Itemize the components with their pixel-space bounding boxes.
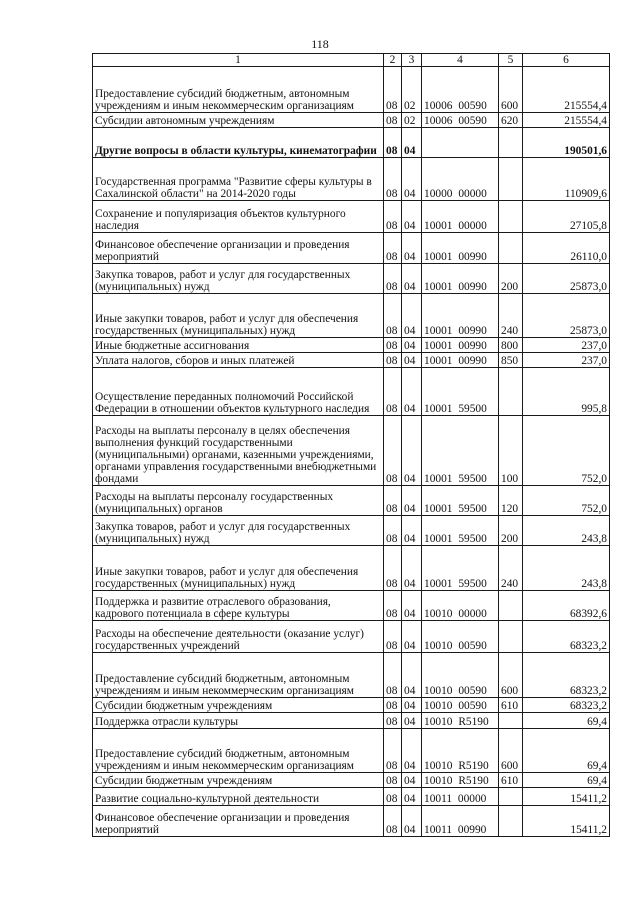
subsection-code-cell: 04 — [402, 233, 422, 264]
expense-type-cell — [499, 591, 523, 621]
expense-type-cell — [499, 713, 523, 729]
subsection-code-cell: 04 — [402, 653, 422, 698]
section-code-cell: 08 — [384, 773, 402, 788]
header-cell-2: 2 — [384, 54, 402, 67]
section-code-cell: 08 — [384, 546, 402, 591]
row-name-cell: Предоставление субсидий бюджетным, автономным учреждениям и иным некоммерческим организациям — [93, 67, 384, 113]
section-code-cell: 08 — [384, 653, 402, 698]
subsection-code-cell: 04 — [402, 338, 422, 353]
row-name-cell: Субсидии бюджетным учреждениям — [93, 773, 384, 788]
amount-cell: 995,8 — [523, 368, 610, 416]
section-code-cell: 08 — [384, 353, 402, 368]
expense-type-cell: 100 — [499, 416, 523, 486]
section-code-cell: 08 — [384, 806, 402, 837]
subsection-code-cell: 04 — [402, 773, 422, 788]
target-article-cell: 10001 59500 — [422, 516, 499, 546]
amount-cell: 68323,2 — [523, 621, 610, 653]
target-article-cell: 10010 R5190 — [422, 729, 499, 773]
table-row — [93, 788, 610, 806]
row-name-cell: Расходы на обеспечение деятельности (оказание услуг) государственных учреждений — [93, 621, 384, 653]
table-row — [93, 621, 610, 653]
target-article-cell: 10001 00990 — [422, 353, 499, 368]
amount-cell: 68323,2 — [523, 698, 610, 713]
row-name-cell: Осуществление переданных полномочий Российской Федерации в отношении объектов культурного наследия — [93, 368, 384, 416]
table-row — [93, 158, 610, 201]
table-row — [93, 516, 610, 546]
row-name-cell: Сохранение и популяризация объектов культурного наследия — [93, 201, 384, 233]
target-article-cell: 10006 00590 — [422, 113, 499, 128]
header-cell-3: 3 — [402, 54, 422, 67]
row-name-cell: Предоставление субсидий бюджетным, автономным учреждениям и иным некоммерческим организациям — [93, 653, 384, 698]
target-article-cell: 10001 00000 — [422, 201, 499, 233]
target-article-cell: 10006 00590 — [422, 67, 499, 113]
amount-cell: 243,8 — [523, 516, 610, 546]
amount-cell: 26110,0 — [523, 233, 610, 264]
row-name-cell: Закупка товаров, работ и услуг для государственных (муниципальных) нужд — [93, 516, 384, 546]
section-code-cell: 08 — [384, 67, 402, 113]
section-code-cell: 08 — [384, 729, 402, 773]
expense-type-cell: 600 — [499, 653, 523, 698]
section-code-cell: 08 — [384, 788, 402, 806]
amount-cell: 69,4 — [523, 713, 610, 729]
amount-cell: 237,0 — [523, 338, 610, 353]
target-article-cell: 10010 R5190 — [422, 773, 499, 788]
table-row — [93, 486, 610, 516]
amount-cell: 25873,0 — [523, 294, 610, 338]
subsection-code-cell: 04 — [402, 516, 422, 546]
header-cell-4: 4 — [422, 54, 499, 67]
target-article-cell: 10001 59500 — [422, 416, 499, 486]
section-code-cell: 08 — [384, 713, 402, 729]
subsection-code-cell: 04 — [402, 806, 422, 837]
subsection-code-cell: 04 — [402, 698, 422, 713]
subsection-code-cell: 04 — [402, 621, 422, 653]
amount-cell: 237,0 — [523, 353, 610, 368]
row-name-cell: Иные бюджетные ассигнования — [93, 338, 384, 353]
target-article-cell: 10001 00990 — [422, 264, 499, 294]
budget-table-body — [93, 54, 610, 837]
expense-type-cell — [499, 788, 523, 806]
expense-type-cell: 610 — [499, 773, 523, 788]
section-code-cell: 08 — [384, 591, 402, 621]
row-name-cell: Государственная программа "Развитие сферы культуры в Сахалинской области" на 2014-2020 годы — [93, 158, 384, 201]
table-row — [93, 368, 610, 416]
target-article-cell: 10010 00590 — [422, 621, 499, 653]
table-row — [93, 233, 610, 264]
expense-type-cell: 240 — [499, 294, 523, 338]
amount-cell: 69,4 — [523, 773, 610, 788]
subsection-code-cell: 04 — [402, 713, 422, 729]
row-name-cell: Поддержка и развитие отраслевого образования, кадрового потенциала в сфере культуры — [93, 591, 384, 621]
amount-cell: 68323,2 — [523, 653, 610, 698]
section-code-cell: 08 — [384, 698, 402, 713]
expense-type-cell — [499, 806, 523, 837]
table-row — [93, 264, 610, 294]
page-number: 118 — [311, 37, 329, 51]
section-code-cell: 08 — [384, 294, 402, 338]
expense-type-cell — [499, 621, 523, 653]
row-name-cell: Уплата налогов, сборов и иных платежей — [93, 353, 384, 368]
expense-type-cell: 800 — [499, 338, 523, 353]
table-row — [93, 294, 610, 338]
amount-cell: 15411,2 — [523, 806, 610, 837]
row-name-cell: Расходы на выплаты персоналу государственных (муниципальных) органов — [93, 486, 384, 516]
amount-cell: 69,4 — [523, 729, 610, 773]
subsection-code-cell: 04 — [402, 294, 422, 338]
amount-cell: 27105,8 — [523, 201, 610, 233]
target-article-cell — [422, 128, 499, 158]
budget-table — [92, 53, 610, 837]
row-name-cell: Развитие социально-культурной деятельности — [93, 788, 384, 806]
subsection-code-cell: 04 — [402, 158, 422, 201]
amount-cell: 110909,6 — [523, 158, 610, 201]
table-row — [93, 416, 610, 486]
row-name-cell: Финансовое обеспечение организации и проведения мероприятий — [93, 806, 384, 837]
subsection-code-cell: 04 — [402, 128, 422, 158]
expense-type-cell: 200 — [499, 516, 523, 546]
table-row — [93, 338, 610, 353]
expense-type-cell: 620 — [499, 113, 523, 128]
table-row — [93, 591, 610, 621]
table-row — [93, 113, 610, 128]
row-name-cell: Субсидии автономным учреждениям — [93, 113, 384, 128]
row-name-cell: Предоставление субсидий бюджетным, автономным учреждениям и иным некоммерческим организациям — [93, 729, 384, 773]
target-article-cell: 10010 R5190 — [422, 713, 499, 729]
row-name-cell: Иные закупки товаров, работ и услуг для обеспечения государственных (муниципальных) нужд — [93, 294, 384, 338]
section-code-cell: 08 — [384, 368, 402, 416]
expense-type-cell: 120 — [499, 486, 523, 516]
amount-cell: 243,8 — [523, 546, 610, 591]
amount-cell: 68392,6 — [523, 591, 610, 621]
subsection-code-cell: 04 — [402, 416, 422, 486]
amount-cell: 752,0 — [523, 486, 610, 516]
target-article-cell: 10001 59500 — [422, 368, 499, 416]
target-article-cell: 10001 59500 — [422, 546, 499, 591]
section-code-cell: 08 — [384, 158, 402, 201]
expense-type-cell: 600 — [499, 729, 523, 773]
row-name-cell: Поддержка отрасли культуры — [93, 713, 384, 729]
section-code-cell: 08 — [384, 416, 402, 486]
table-row — [93, 353, 610, 368]
row-name-cell: Иные закупки товаров, работ и услуг для обеспечения государственных (муниципальных) нужд — [93, 546, 384, 591]
section-code-cell: 08 — [384, 516, 402, 546]
target-article-cell: 10010 00000 — [422, 591, 499, 621]
table-row — [93, 806, 610, 837]
table-row — [93, 653, 610, 698]
section-code-cell: 08 — [384, 233, 402, 264]
section-code-cell: 08 — [384, 113, 402, 128]
target-article-cell: 10011 00000 — [422, 788, 499, 806]
target-article-cell: 10011 00990 — [422, 806, 499, 837]
table-header-row — [93, 54, 610, 67]
expense-type-cell — [499, 128, 523, 158]
table-row — [93, 713, 610, 729]
subsection-code-cell: 04 — [402, 353, 422, 368]
amount-cell: 752,0 — [523, 416, 610, 486]
section-code-cell: 08 — [384, 201, 402, 233]
section-code-cell: 08 — [384, 486, 402, 516]
section-code-cell: 08 — [384, 128, 402, 158]
subsection-code-cell: 04 — [402, 729, 422, 773]
table-row — [93, 546, 610, 591]
expense-type-cell — [499, 368, 523, 416]
table-row — [93, 201, 610, 233]
expense-type-cell: 850 — [499, 353, 523, 368]
subsection-code-cell: 04 — [402, 264, 422, 294]
section-code-cell: 08 — [384, 621, 402, 653]
amount-cell: 215554,4 — [523, 113, 610, 128]
header-cell-1: 1 — [93, 54, 384, 67]
expense-type-cell — [499, 201, 523, 233]
row-name-cell: Расходы на выплаты персоналу в целях обеспечения выполнения функций государственными (муниципальными) органами, казенными учреждениями, органами управления государственными внебюджетными фондами — [93, 416, 384, 486]
row-name-cell: Финансовое обеспечение организации и проведения мероприятий — [93, 233, 384, 264]
target-article-cell: 10001 00990 — [422, 294, 499, 338]
subsection-code-cell: 04 — [402, 591, 422, 621]
table-row — [93, 128, 610, 158]
section-code-cell: 08 — [384, 264, 402, 294]
table-row — [93, 67, 610, 113]
subsection-code-cell: 04 — [402, 546, 422, 591]
target-article-cell: 10001 00990 — [422, 233, 499, 264]
subsection-code-cell: 04 — [402, 201, 422, 233]
expense-type-cell: 600 — [499, 67, 523, 113]
target-article-cell: 10010 00590 — [422, 698, 499, 713]
expense-type-cell: 240 — [499, 546, 523, 591]
header-cell-6: 6 — [523, 54, 610, 67]
target-article-cell: 10001 59500 — [422, 486, 499, 516]
subsection-code-cell: 04 — [402, 368, 422, 416]
target-article-cell: 10000 00000 — [422, 158, 499, 201]
target-article-cell: 10001 00990 — [422, 338, 499, 353]
amount-cell: 190501,6 — [523, 128, 610, 158]
row-name-cell: Субсидии бюджетным учреждениям — [93, 698, 384, 713]
header-cell-5: 5 — [499, 54, 523, 67]
subsection-code-cell: 04 — [402, 788, 422, 806]
row-name-cell: Другие вопросы в области культуры, кинематографии — [93, 128, 384, 158]
subsection-code-cell: 02 — [402, 113, 422, 128]
amount-cell: 15411,2 — [523, 788, 610, 806]
amount-cell: 215554,4 — [523, 67, 610, 113]
table-row — [93, 729, 610, 773]
amount-cell: 25873,0 — [523, 264, 610, 294]
subsection-code-cell: 02 — [402, 67, 422, 113]
subsection-code-cell: 04 — [402, 486, 422, 516]
expense-type-cell — [499, 233, 523, 264]
target-article-cell: 10010 00590 — [422, 653, 499, 698]
expense-type-cell: 610 — [499, 698, 523, 713]
table-row — [93, 773, 610, 788]
row-name-cell: Закупка товаров, работ и услуг для государственных (муниципальных) нужд — [93, 264, 384, 294]
table-row — [93, 698, 610, 713]
section-code-cell: 08 — [384, 338, 402, 353]
expense-type-cell: 200 — [499, 264, 523, 294]
expense-type-cell — [499, 158, 523, 201]
